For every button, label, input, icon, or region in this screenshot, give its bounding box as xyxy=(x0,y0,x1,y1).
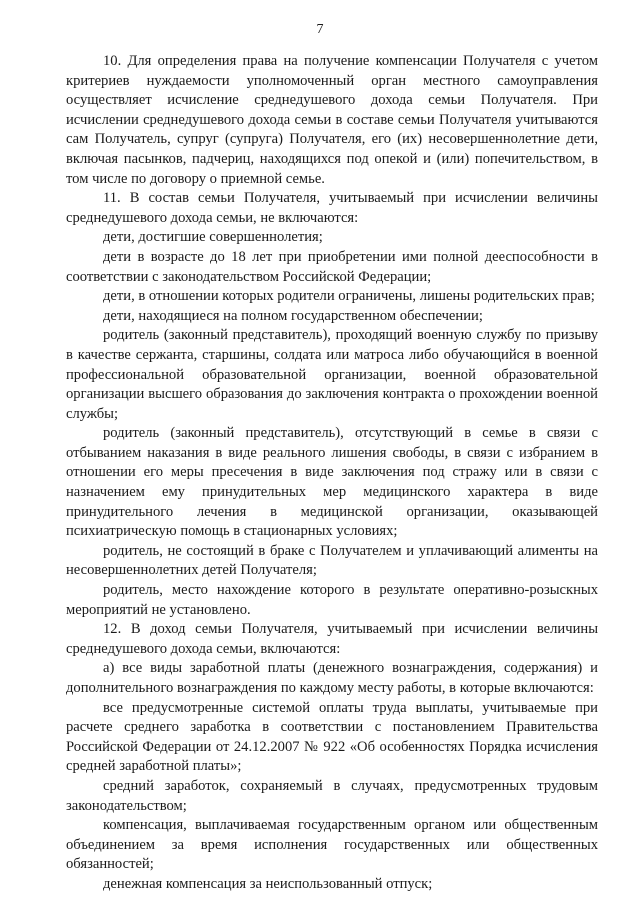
list-item: дети, находящиеся на полном государственном обеспечении; xyxy=(103,307,483,324)
list-item: дети, достигшие совершеннолетия; xyxy=(103,229,323,246)
page-number: 7 xyxy=(316,22,324,37)
list-item: родитель (законный представитель), проходящий военную службу по призыву в качестве сержанта, старшины, солдата или матроса либо обучающийся в военной профессиональной образовательной организации, военной образовательной организации высшего образования до заключения контракта о прохождении военной службы; xyxy=(66,327,598,422)
list-item: средний заработок, сохраняемый в случаях, предусмотренных трудовым законодательством; xyxy=(66,777,598,814)
list-item: все предусмотренные системой оплаты труда выплаты, учитываемые при расчете среднего заработка в соответствии с постановлением Правительства Российской Федерации от 24.12.2007 № 922 «Об особенностях Порядка исчисления средней заработной платы»; xyxy=(66,699,598,775)
list-item: дети в возрасте до 18 лет при приобретении ими полной дееспособности в соответствии с законодательством Российской Федерации; xyxy=(66,248,598,285)
list-item: родитель, место нахождение которого в результате оперативно-розыскных мероприятий не установлено. xyxy=(66,582,598,618)
list-item: родитель (законный представитель), отсутствующий в семье в связи с отбыванием наказания в виде реального лишения свободы, в связи с избранием в отношении его меры пресечения в виде заключения под стражу или в связи с назначением ему принудительных мер медицинского характера в виде принудительного лечения в медицинской организации, оказывающей психиатрическую помощь в стационарных условиях; xyxy=(66,425,598,540)
list-item: компенсация, выплачиваемая государственным органом или общественным объединением за время исполнения государственных или общественных обязанностей; xyxy=(66,817,598,873)
list-item: дети, в отношении которых родители ограничены, лишены родительских прав; xyxy=(103,288,595,305)
paragraph-12: 12. В доход семьи Получателя, учитываемый при исчислении величины среднедушевого дохода семьи, включаются: xyxy=(66,621,598,657)
list-item: родитель, не состоящий в браке с Получателем и уплачивающий алименты на несовершеннолетних детей Получателя; xyxy=(66,542,598,579)
paragraph-10: 10. Для определения права на получение компенсации Получателя с учетом критериев нуждаемости уполномоченный орган местного самоуправления осуществляет исчисление среднедушевого дохода семьи Получателя. При исчислении среднедушевого дохода семьи в составе семьи Получателя учитываются сам Получатель, супруг (супруга) Получателя, его (их) несовершеннолетние дети, включая пасынков, падчериц, находящихся под опекой и (или) попечительством, в том числе по договору о приемной семье. xyxy=(66,53,598,187)
document-body xyxy=(66,52,598,895)
list-item: денежная компенсация за неиспользованный отпуск; xyxy=(103,875,433,892)
subparagraph-a: а) все виды заработной платы (денежного вознаграждения, содержания) и дополнительного вознаграждения по каждому месту работы, в которые включаются: xyxy=(66,660,598,696)
paragraph-11: 11. В состав семьи Получателя, учитываемый при исчислении величины среднедушевого дохода семьи, не включаются: xyxy=(66,190,598,226)
